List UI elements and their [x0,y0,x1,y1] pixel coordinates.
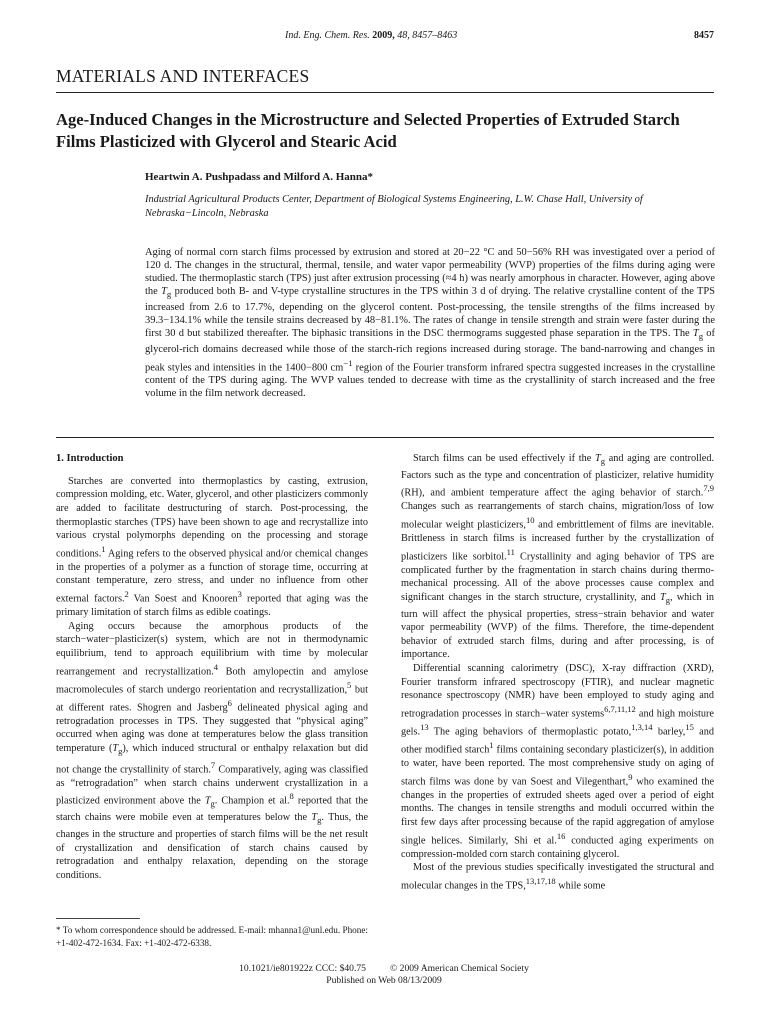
citation-ref[interactable]: 13 [420,721,429,732]
paragraph: Starches are converted into thermoplastics by casting, extrusion, compression molding, etc. Water, glycerol, and other plasticizers commonly are added to facilitate destructuring of starch. Post-processing, the thermoplastic starches (TPS) have been shown to age and recrystallize into various crystal polymorphs depending on the processing and storage conditions.$^1$ Aging refers to the observed physical and/or chemical changes in the properties of a polymer as a function of storage time, occurring at constant temperature, zero stress, and under no influence from other external factors.$^2$ Van Soest and Knooren$^3$ reported that aging was the primary limitation of starch films as edible coatings. [56,475,368,619]
citation-ref[interactable]: 16 [556,830,566,841]
citation-ref[interactable]: 8 [289,791,294,802]
citation-ref[interactable]: 7,9 [703,483,714,494]
affiliation: Industrial Agricultural Products Center, Department of Biological Systems Engineering, L.W. Chase Hall, University of Nebraska−Lincoln, Nebraska [145,194,643,219]
section-heading: MATERIALS AND INTERFACES [56,66,310,86]
citation-ref[interactable]: 1,3,14 [631,721,653,732]
citation-ref[interactable]: 2 [124,589,129,600]
copyright-text: © 2009 American Chemical Society [389,963,529,974]
citation-ref[interactable]: 9 [628,771,633,782]
citation-ref[interactable]: 13,17,18 [525,875,556,886]
journal-citation[interactable]: Ind. Eng. Chem. Res. 2009, 48, 8457–8463 [285,30,458,41]
running-head [0,30,768,44]
paragraph: Most of the previous studies specifically investigated the structural and molecular changes in the TPS,$^{13,17,18}$ while some [401,862,714,892]
citation-ref[interactable]: 15 [685,721,694,732]
column-right [401,452,714,893]
citation-ref[interactable]: 3 [237,589,242,600]
paragraph: Aging occurs because the amorphous products of the starch−water−plasticizer(s) system, which are not in thermodynamic equilibrium, tend to approach equilibrium with time by molecular rearrangement and recrystallization.$^4$ Both amylopectin and amylose macromolecules of starch undergo reorientation and recrystallization,$^5$ but at different rates. Shogren and Jasberg$^6$ delineated physical aging and retrogradation processes in TPS. They suggested that “physical aging” occurred when aging was done at temperatures below the glass transition temperature $(T_g)$, which induced structural or enthalpy relaxation but did not change the crystallinity of starch.$^7$ Comparatively, aging was classified as “retrogradation” when starch chains underwent crystallization in a plasticized environment above the $T_g$. Champion et al.$^8$ reported that the starch chains were mobile even at temperatures below the $T_g$. Thus, the changes in the structure and properties of starch films will be the net result of crystallization and densification of starch chains caused by retrogradation and enthalpy relaxation, depending on the storage conditions. [56,620,369,881]
citation-ref[interactable]: 10 [525,514,535,525]
citation-ref[interactable]: 7 [210,759,216,770]
article-title: Age-Induced Changes in the Microstructure and Selected Properties of Extruded Starch Films Plasticized with Glycerol and Stearic Acid [56,110,680,151]
citation-ref[interactable]: 4 [213,661,219,672]
citation-ref[interactable]: 1 [101,543,106,554]
citation-ref[interactable]: 1 [489,740,494,750]
citation-ref[interactable]: 6,7,11,12 [604,703,636,714]
citation-ref[interactable]: 6 [227,697,232,708]
paragraph: Differential scanning calorimetry (DSC), X-ray diffraction (XRD), Fourier transform infrared spectroscopy (FTIR), and nuclear magnetic resonance spectroscopy (NMR) have been employed to study aging and retrogradation processes in starch−water systems$^{6,7,11,12}$ and high moisture gels.$^{13}$ The aging behaviors of thermoplastic potato,$^{1,3,14}$ barley,$^{15}$ and other modified starch$^1$ films containing secondary plasticizer(s), in addition to water, have been reported. The most comprehensive study on aging of starch films was done by van Soest and Vilegenthart,$^9$ who examined the changes in the properties of extruded sheets aged over a period of eight months. The changes in tensile strengths and moduli occurred within the first few days after processing because of the rapid aggregation of amylose single helices. Similarly, Shi et al.$^{16}$ conducted aging experiments on compression-molded corn starch containing glycerol. [401,663,714,860]
correspondence-footnote: * To whom correspondence should be addressed. E-mail: mhanna1@unl.edu. Phone: +1-402-472-1634. Fax: +1-402-472-6338. [56,924,368,949]
divider [56,437,714,438]
introduction-heading: 1. Introduction [56,453,124,464]
citation-ref[interactable]: 11 [506,546,515,557]
author-list[interactable]: Heartwin A. Pushpadass and Milford A. Hanna* [145,171,373,183]
page-footer [0,963,768,987]
paragraph: Starch films can be used effectively if the $T_g$ and aging are controlled. Factors such as the type and concentration of plasticizer, relative humidity (RH), and ambient temperature affect the aging behavior of starch.$^{7,9}$ Changes such as rearrangements of starch chains, migration/loss of low molecular weight plasticizers,$^{10}$ and embrittlement of films are inevitable. Brittleness in starch films is increased further by the crystallization of plasticizers like sorbitol.$^{11}$ Crystallinity and aging behavior of TPS are complicated further by the fragmentation in starch chains during thermo-mechanical processing. All of the above processes cause complex and significant changes in the starch structure, crystallinity, and $T_g$, which in turn will affect the physical properties, stress−strain behavior and water vapor permeability (WVP) of the films. Therefore, the time-dependent behavior of extruded starch films, during and after processing, is of importance. [401,453,715,661]
published-date: Published on Web 08/13/2009 [326,975,442,986]
column-left [56,452,368,882]
abstract: Aging of normal corn starch films processed by extrusion and stored at 20−22 °C and 50−56% RH was investigated over a period of 120 d. The changes in the structural, thermal, tensile, and water vapor permeability (WVP) properties of the films during aging were studied. The thermoplastic starch (TPS) just after extrusion processing (≈4 h) was nearly amorphous in character. However, aging above the $T_g$ produced both B- and V-type crystalline structures in the TPS within 3 d of drying. The relative crystalline content of the TPS increased from 2.6 to 17.7%, depending on the glycerol content. Post-processing, the tensile strengths of the films increased by 39.3−134.1% while the tensile strains decreased by 48−81.1%. The rates of change in tensile strength and strain were faster during the first 30 d but stabilized thereafter. The biphasic transitions in the DSC thermograms suggested phase separation in the TPS. The $T_g$ of glycerol-rich domains decreased while those of the starch-rich regions increased during storage. The band-narrowing and changes in peak styles and intensities in the 1400−800 $cm^{-1}$ region of the Fourier transform infrared spectra suggested increases in the crystalline content of the TPS during aging. The WVP values tended to decrease with time as the crystallinity of starch increased and the free volume in the film network decreased. [145,247,715,400]
divider [56,92,714,93]
page-number: 8457 [694,30,714,41]
doi-text[interactable]: 10.1021/ie801922z CCC: $40.75 [239,963,366,974]
footnote-divider [56,918,140,919]
citation-ref[interactable]: 5 [347,679,352,690]
